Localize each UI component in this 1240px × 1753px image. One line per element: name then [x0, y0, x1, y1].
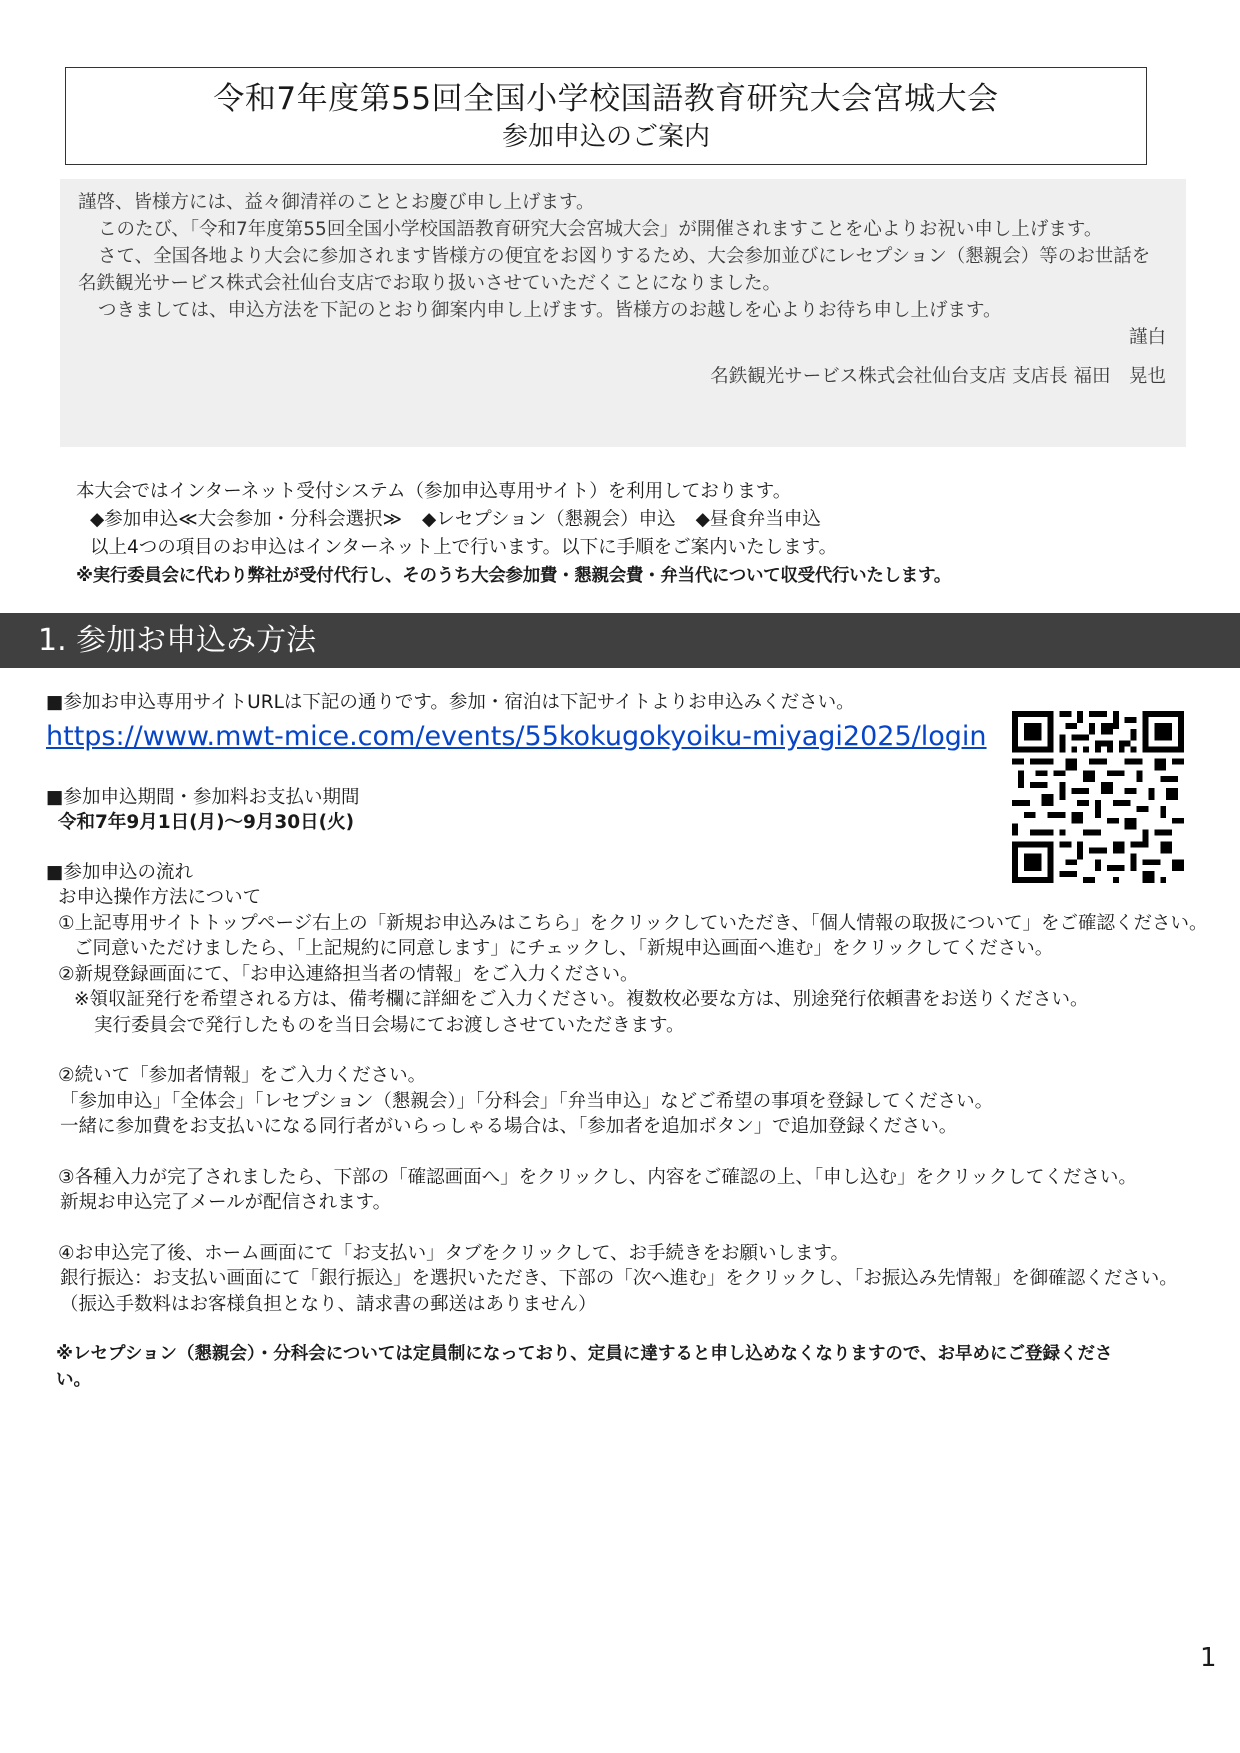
step-line: ①上記専用サイトトップページ右上の「新規お申込みはこちら」をクリックしていただき、「個人情報の取扱について」をご確認ください。 — [58, 912, 1208, 934]
section-heading: 1. 参加お申込み方法 — [0, 613, 1240, 668]
qr-finder-bottom-left — [1012, 841, 1054, 883]
greeting-closing: 謹白 — [1128, 327, 1166, 348]
intro-line: 本大会ではインターネット受付システム（参加申込専用サイト）を利用しております。 — [76, 481, 792, 502]
greeting-line: さて、全国各地より大会に参加されます皆様方の便宜をお図りするため、大会参加並びにレセプション（懇親会）等のお世話を名鉄観光サービス株式会社仙台支店でお取り扱いさせていただくことになりました。 — [78, 246, 1151, 294]
step-line: 実行委員会で発行したものを当日会場にてお渡しさせていただきます。 — [94, 1014, 685, 1036]
intro-item: ◆レセプション（懇親会）申込 — [421, 509, 676, 530]
qr-finder-top-right — [1142, 711, 1184, 753]
capacity-warning: ※レセプション（懇親会）・分科会については定員制になっており、定員に達すると申し込めなくなりますので、お早めにご登録ください。 — [56, 1344, 1113, 1390]
url-heading: ■参加お申込専用サイトURLは下記の通りです。参加・宿泊は下記サイトよりお申込みください。 — [46, 692, 855, 713]
intro-item: ◆昼食弁当申込 — [695, 509, 821, 530]
flow-heading: ■参加申込の流れ — [46, 861, 193, 883]
period-value: 令和7年9月1日(月)～9月30日(火) — [58, 812, 355, 833]
step-line: 「参加申込」「全体会」「レセプション（懇親会）」「分科会」「弁当申込」などご希望の事項を登録してください。 — [60, 1090, 994, 1112]
document-subtitle: 参加申込のご案内 — [501, 122, 710, 152]
qr-code[interactable] — [1012, 711, 1184, 883]
intro-line: 以上4つの項目のお申込はインターネット上で行います。以下に手順をご案内いたします。 — [90, 537, 838, 558]
step-line: 一緒に参加費をお支払いになる同行者がいらっしゃる場合は、「参加者を追加ボタン」で追加登録ください。 — [60, 1116, 958, 1137]
document-title-box — [65, 67, 1147, 165]
greeting-box — [60, 179, 1186, 447]
intro-items — [76, 506, 1186, 534]
greeting-line: このたび、「令和7年度第55回全国小学校国語教育研究大会宮城大会」が開催されますことを心よりお祝い申し上げます。 — [98, 219, 1103, 240]
document-title: 令和7年度第55回全国小学校国語教育研究大会宮城大会 — [213, 81, 999, 117]
flow-subheading: お申込操作方法について — [58, 887, 262, 908]
page-number: 1 — [1200, 1643, 1217, 1673]
intro-block — [76, 478, 1186, 590]
intro-item: ◆参加申込≪大会参加・分科会選択≫ — [90, 509, 402, 530]
greeting-line: つきましては、申込方法を下記のとおり御案内申し上げます。皆様方のお越しを心よりお待ち申し上げます。 — [98, 300, 1002, 321]
greeting-line: 謹啓、皆様方には、益々御清祥のこととお慶び申し上げます。 — [78, 192, 595, 213]
period-heading: ■参加申込期間・参加料お支払い期間 — [46, 786, 360, 808]
step-line: ④お申込完了後、ホーム画面にて「お支払い」タブをクリックして、お手続きをお願いします。 — [58, 1242, 849, 1264]
intro-note: ※実行委員会に代わり弊社が受付代行し、そのうち大会参加費・懇親会費・弁当代について収受代行いたします。 — [76, 566, 951, 586]
greeting-sender: 名鉄観光サービス株式会社仙台支店 支店長 福田 晃也 — [710, 366, 1166, 387]
step-line: ※領収証発行を希望される方は、備考欄に詳細をご入力ください。複数枚必要な方は、別途発行依頼書をお送りください。 — [74, 989, 1089, 1010]
step-line: ②新規登録画面にて、「お申込連絡担当者の情報」をご入力ください。 — [58, 963, 639, 985]
step-line: ③各種入力が完了されましたら、下部の「確認画面へ」をクリックし、内容をご確認の上、「申し込む」をクリックしてください。 — [58, 1166, 1137, 1188]
step-line: （振込手数料はお客様負担となり、請求書の郵送はありません） — [60, 1293, 597, 1315]
qr-finder-top-left — [1012, 711, 1054, 753]
step-line: ご同意いただけましたら、「上記規約に同意します」にチェックし、「新規申込画面へ進む」をクリックしてください。 — [74, 938, 1054, 959]
step-line: 銀行振込：お支払い画面にて「銀行振込」を選択いただき、下部の「次へ進む」をクリックし、「お振込み先情報」を御確認ください。 — [60, 1268, 1178, 1289]
registration-url-link[interactable]: https://www.mwt-mice.com/events/55kokugokyoiku-miyagi2025/login — [46, 720, 987, 752]
step-line: ②続いて「参加者情報」をご入力ください。 — [58, 1065, 427, 1086]
step-line: 新規お申込完了メールが配信されます。 — [60, 1192, 392, 1213]
